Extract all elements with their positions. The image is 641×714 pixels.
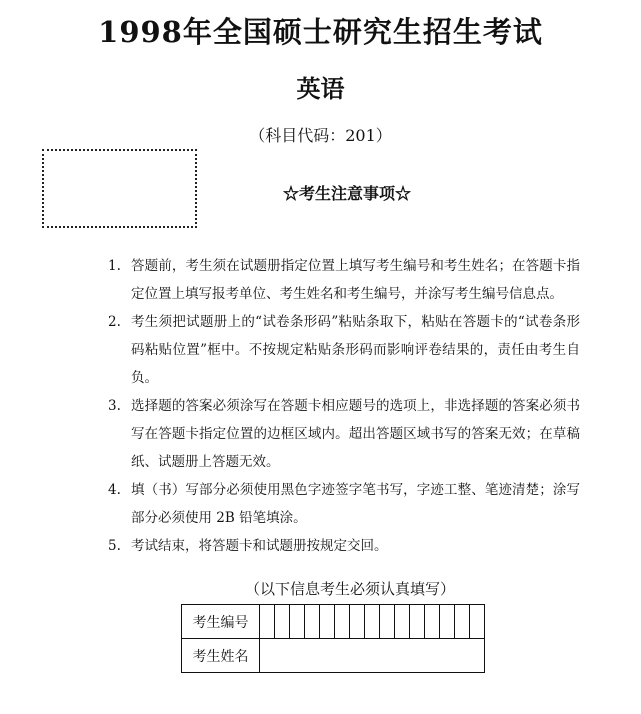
- candidate-id-label: 考生编号: [182, 605, 260, 639]
- candidate-info-table: [181, 604, 485, 673]
- candidate-id-digit-box[interactable]: [440, 605, 455, 639]
- notice-item-number: 5.: [108, 538, 121, 554]
- notice-item-text: 填（书）写部分必须使用黑色字迹签字笔书写，字迹工整、笔迹清楚；涂写部分必须使用 2B 铅笔填涂。: [131, 482, 580, 526]
- candidate-id-digit-box[interactable]: [335, 605, 350, 639]
- notice-item-number: 4.: [108, 482, 121, 498]
- fill-instruction: （以下信息考生必须认真填写）: [244, 580, 455, 598]
- notice-item: [108, 252, 580, 308]
- candidate-id-digit-box[interactable]: [395, 605, 410, 639]
- notice-heading: ☆考生注意事项☆: [282, 184, 411, 203]
- notice-item-text: 答题前，考生须在试题册指定位置上填写考生编号和考生姓名；在答题卡指定位置上填写报考单位、考生姓名和考生编号，并涂写考生编号信息点。: [131, 258, 580, 302]
- notice-item-number: 1.: [108, 258, 121, 274]
- notice-item: [108, 308, 580, 392]
- candidate-id-row: [182, 605, 485, 639]
- candidate-id-digit-box[interactable]: [290, 605, 305, 639]
- exam-title: 1998年全国硕士研究生招生考试: [98, 15, 543, 49]
- subject-code: （科目代码：201）: [249, 126, 392, 145]
- exam-subject: 英语: [296, 74, 345, 103]
- candidate-id-digit-box[interactable]: [320, 605, 335, 639]
- notice-item-text: 考生须把试题册上的“试卷条形码”粘贴条取下，粘贴在答题卡的“试卷条形码粘贴位置”框中。不按规定粘贴条形码而影响评卷结果的，责任由考生自负。: [131, 314, 580, 386]
- candidate-id-digit-box[interactable]: [260, 605, 275, 639]
- candidate-id-digit-box[interactable]: [305, 605, 320, 639]
- candidate-id-digit-box[interactable]: [425, 605, 440, 639]
- candidate-id-digit-box[interactable]: [365, 605, 380, 639]
- candidate-id-digit-box[interactable]: [275, 605, 290, 639]
- candidate-name-row: [182, 639, 485, 673]
- candidate-id-digit-box[interactable]: [410, 605, 425, 639]
- candidate-id-digit-box[interactable]: [380, 605, 395, 639]
- notice-item-text: 选择题的答案必须涂写在答题卡相应题号的选项上，非选择题的答案必须书写在答题卡指定位置的边框区域内。超出答题区域书写的答案无效；在草稿纸、试题册上答题无效。: [131, 398, 580, 470]
- notice-item: [108, 476, 580, 532]
- candidate-name-label: 考生姓名: [182, 639, 260, 673]
- notice-item: [108, 392, 580, 476]
- notice-list: [108, 252, 580, 560]
- notice-item-text: 考试结束，将答题卡和试题册按规定交回。: [131, 538, 388, 554]
- candidate-name-field[interactable]: [260, 639, 485, 673]
- candidate-id-digit-box[interactable]: [470, 605, 485, 639]
- notice-item-number: 3.: [108, 398, 121, 414]
- notice-item-number: 2.: [108, 314, 121, 330]
- notice-item: [108, 532, 580, 560]
- candidate-id-digit-box[interactable]: [455, 605, 470, 639]
- candidate-id-digit-box[interactable]: [350, 605, 365, 639]
